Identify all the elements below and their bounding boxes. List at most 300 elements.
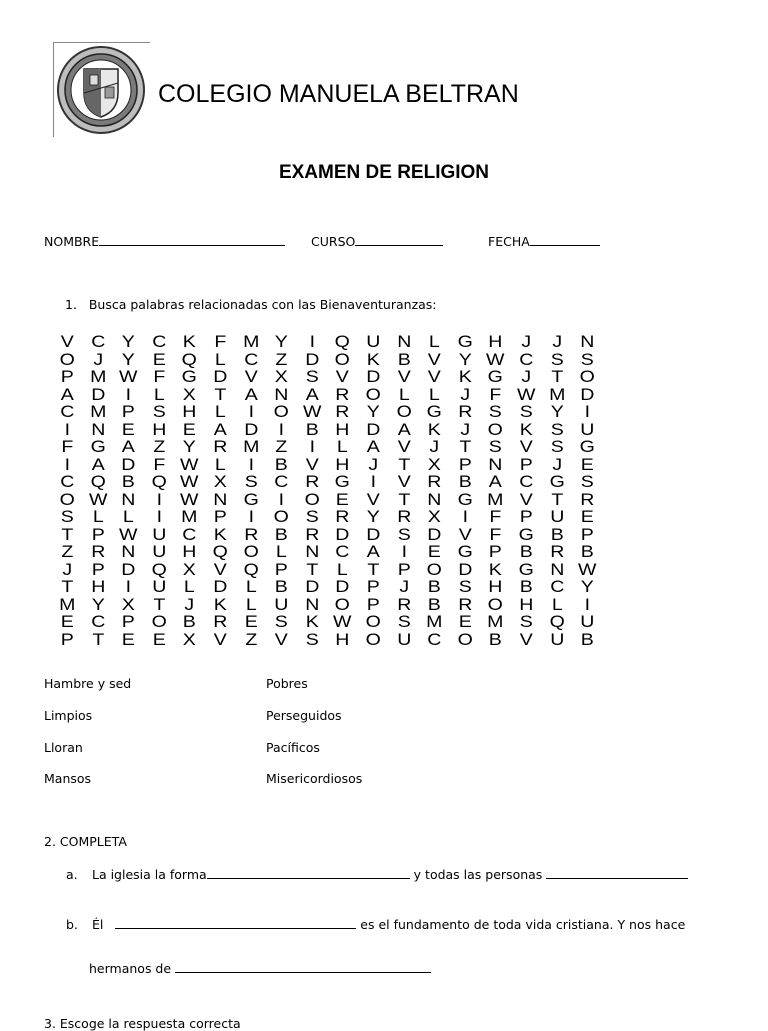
word-search-letter[interactable]: U xyxy=(549,629,564,649)
answer-blank-2a-2[interactable] xyxy=(546,867,688,879)
word-search-letter[interactable]: P xyxy=(121,402,136,421)
word-search-letter[interactable]: Z xyxy=(275,437,288,456)
word-search-letter[interactable]: G xyxy=(457,489,473,509)
word-search-letter[interactable]: V xyxy=(305,454,319,474)
word-search-letter[interactable]: V xyxy=(244,367,258,386)
word-search-letter[interactable]: E xyxy=(580,454,594,474)
word-search-letter[interactable]: G xyxy=(457,332,473,351)
word-search-letter[interactable]: J xyxy=(368,454,379,474)
word-search-letter[interactable]: Z xyxy=(153,437,166,456)
word-search-letter[interactable]: V xyxy=(366,489,380,509)
word-search-letter[interactable]: Q xyxy=(243,559,259,579)
word-search-letter[interactable]: O xyxy=(243,542,259,561)
word-search-letter[interactable]: P xyxy=(121,612,136,631)
word-search-letter[interactable]: U xyxy=(580,419,595,439)
word-search-letter[interactable]: S xyxy=(397,524,411,544)
word-search-letter[interactable]: K xyxy=(305,612,319,631)
word-search-letter[interactable]: X xyxy=(183,629,197,649)
word-search-letter[interactable]: M xyxy=(181,507,198,526)
word-search-letter[interactable]: A xyxy=(397,419,411,439)
word-search-letter[interactable]: W xyxy=(180,472,199,491)
word-search-letter[interactable]: B xyxy=(519,542,533,561)
word-search-letter[interactable]: D xyxy=(366,419,381,439)
word-search-letter[interactable]: J xyxy=(93,349,103,369)
word-search-letter[interactable]: V xyxy=(60,332,74,351)
word-search-letter[interactable]: H xyxy=(488,577,503,596)
word-search-letter[interactable]: D xyxy=(213,367,228,386)
word-search-letter[interactable]: S xyxy=(305,629,319,649)
word-search-letter[interactable]: F xyxy=(61,437,74,456)
word-search-letter[interactable]: O xyxy=(457,629,473,649)
word-search-letter[interactable]: B xyxy=(274,454,288,474)
word-search-letter[interactable]: Y xyxy=(366,507,380,526)
word-search-letter[interactable]: I xyxy=(248,507,254,526)
word-search-letter[interactable]: W xyxy=(88,489,108,509)
word-search-letter[interactable]: B xyxy=(397,349,411,369)
word-search-letter[interactable]: H xyxy=(335,629,350,649)
word-search-letter[interactable]: D xyxy=(121,454,136,474)
word-search-letter[interactable]: C xyxy=(427,629,442,649)
word-search-letter[interactable]: O xyxy=(426,559,443,579)
word-search-letter[interactable]: C xyxy=(519,472,534,491)
word-search-letter[interactable]: D xyxy=(121,559,136,579)
word-search-letter[interactable]: X xyxy=(274,367,288,386)
word-search-letter[interactable]: Y xyxy=(580,577,594,596)
word-search-letter[interactable]: J xyxy=(521,367,532,386)
word-search-letter[interactable]: E xyxy=(152,629,166,649)
word-search-letter[interactable]: O xyxy=(273,402,290,421)
word-search-letter[interactable]: C xyxy=(90,612,105,631)
word-search-letter[interactable]: V xyxy=(397,437,411,456)
word-search-letter[interactable]: A xyxy=(305,384,319,404)
word-search-letter[interactable]: O xyxy=(396,402,412,421)
word-search-letter[interactable]: Q xyxy=(151,472,167,491)
word-search-letter[interactable]: O xyxy=(365,384,381,404)
word-search-letter[interactable]: B xyxy=(183,612,197,631)
word-search-letter[interactable]: V xyxy=(274,629,288,649)
word-search-letter[interactable]: K xyxy=(519,419,533,439)
word-search-letter[interactable]: R xyxy=(304,472,320,491)
word-search-letter[interactable]: D xyxy=(366,367,381,386)
word-search-letter[interactable]: Q xyxy=(90,472,106,491)
word-search-letter[interactable]: E xyxy=(183,419,197,439)
word-search-letter[interactable]: W xyxy=(302,402,322,421)
word-search-letter[interactable]: D xyxy=(335,577,350,596)
word-search-letter[interactable]: O xyxy=(335,594,351,614)
word-search-letter[interactable]: S xyxy=(244,472,258,491)
word-search-letter[interactable]: P xyxy=(91,524,105,544)
word-search-letter[interactable]: L xyxy=(92,507,104,526)
word-search-letter[interactable]: V xyxy=(213,559,227,579)
word-search-letter[interactable]: C xyxy=(60,472,75,491)
word-search-letter[interactable]: A xyxy=(121,437,136,456)
word-search-letter[interactable]: S xyxy=(397,612,411,631)
course-field[interactable] xyxy=(311,234,443,249)
word-search-letter[interactable]: E xyxy=(580,507,594,526)
word-search-letter[interactable]: F xyxy=(153,367,166,386)
word-search-letter[interactable]: S xyxy=(489,402,503,421)
word-search-letter[interactable]: T xyxy=(397,489,410,509)
word-search-letter[interactable]: Z xyxy=(275,349,288,369)
word-search-letter[interactable]: F xyxy=(153,454,166,474)
word-search-letter[interactable]: S xyxy=(519,612,533,631)
word-search-letter[interactable]: Y xyxy=(458,349,472,369)
word-search-letter[interactable]: N xyxy=(304,542,320,561)
word-search-letter[interactable]: P xyxy=(458,454,472,474)
word-search-letter[interactable]: B xyxy=(121,472,136,491)
word-search-letter[interactable]: V xyxy=(519,489,533,509)
word-search-letter[interactable]: T xyxy=(459,437,471,456)
word-search-letter[interactable]: S xyxy=(580,472,594,491)
word-search-letter[interactable]: F xyxy=(489,384,502,404)
word-search-letter[interactable]: N xyxy=(396,332,411,351)
word-search-letter[interactable]: B xyxy=(427,577,441,596)
word-search-letter[interactable]: N xyxy=(304,594,320,614)
word-search-letter[interactable]: I xyxy=(401,542,407,561)
word-search-letter[interactable]: I xyxy=(370,472,376,491)
word-search-letter[interactable]: I xyxy=(125,384,132,404)
word-search-letter[interactable]: S xyxy=(60,507,74,526)
word-search-letter[interactable]: R xyxy=(427,472,442,491)
word-search-letter[interactable]: B xyxy=(550,524,564,544)
word-search-letter[interactable]: J xyxy=(521,332,532,351)
word-search-letter[interactable]: G xyxy=(487,367,504,386)
word-search-letter[interactable]: I xyxy=(584,402,591,421)
word-search-letter[interactable]: P xyxy=(366,577,380,596)
word-search-letter[interactable]: R xyxy=(243,524,258,544)
word-search-letter[interactable]: D xyxy=(457,559,473,579)
word-search-letter[interactable]: Y xyxy=(121,332,136,351)
word-search-letter[interactable]: C xyxy=(549,577,564,596)
word-search-letter[interactable]: P xyxy=(580,524,594,544)
word-search-letter[interactable]: M xyxy=(59,594,76,614)
word-search-letter[interactable]: X xyxy=(121,594,136,614)
word-search-letter[interactable]: M xyxy=(487,489,504,509)
word-search-letter[interactable]: G xyxy=(518,559,534,579)
date-field[interactable] xyxy=(488,234,600,249)
word-search-letter[interactable]: U xyxy=(274,594,289,614)
word-search-letter[interactable]: P xyxy=(60,367,74,386)
word-search-letter[interactable]: I xyxy=(156,507,162,526)
word-search-letter[interactable]: B xyxy=(274,577,288,596)
word-search-letter[interactable]: S xyxy=(550,437,564,456)
word-search-letter[interactable]: N xyxy=(121,542,136,561)
word-search-letter[interactable]: A xyxy=(366,437,380,456)
word-search-letter[interactable]: A xyxy=(91,454,105,474)
word-search-letter[interactable]: P xyxy=(91,559,105,579)
word-search-letter[interactable]: N xyxy=(580,332,595,351)
word-search-letter[interactable]: R xyxy=(213,612,228,631)
word-search-letter[interactable]: I xyxy=(125,577,132,596)
word-search-letter[interactable]: L xyxy=(184,577,196,596)
word-search-letter[interactable]: I xyxy=(309,332,315,351)
word-search-letter[interactable]: Q xyxy=(335,332,351,351)
word-search-letter[interactable]: D xyxy=(427,524,442,544)
word-search-letter[interactable]: E xyxy=(244,612,258,631)
word-search-letter[interactable]: D xyxy=(580,384,595,404)
word-search-letter[interactable]: B xyxy=(489,629,503,649)
word-search-letter[interactable]: K xyxy=(366,349,380,369)
word-search-letter[interactable]: E xyxy=(121,629,136,649)
word-search-letter[interactable]: R xyxy=(457,402,473,421)
word-search-letter[interactable]: I xyxy=(248,454,254,474)
word-search-letter[interactable]: C xyxy=(152,332,167,351)
word-search-letter[interactable]: T xyxy=(61,577,74,596)
word-search-letter[interactable]: U xyxy=(396,629,411,649)
word-search-letter[interactable]: U xyxy=(366,332,381,351)
word-search-letter[interactable]: N xyxy=(488,454,503,474)
word-search-letter[interactable]: V xyxy=(397,472,411,491)
word-search-letter[interactable]: D xyxy=(90,384,105,404)
word-search-letter[interactable]: A xyxy=(244,384,258,404)
word-search-letter[interactable]: D xyxy=(366,524,381,544)
word-search-letter[interactable]: O xyxy=(59,349,75,369)
word-search-letter[interactable]: R xyxy=(549,542,564,561)
word-search-letter[interactable]: C xyxy=(243,349,258,369)
word-search-letter[interactable]: V xyxy=(458,524,472,544)
word-search-letter[interactable]: K xyxy=(213,594,227,614)
word-search-letter[interactable]: G xyxy=(457,542,473,561)
word-search-letter[interactable]: I xyxy=(64,454,71,474)
word-search-letter[interactable]: B xyxy=(427,594,441,614)
word-search-letter[interactable]: Y xyxy=(550,402,564,421)
word-search-letter[interactable]: T xyxy=(550,489,563,509)
word-search-letter[interactable]: Y xyxy=(274,332,288,351)
word-search-letter[interactable]: G xyxy=(335,472,351,491)
word-search-letter[interactable]: H xyxy=(519,594,534,614)
word-search-letter[interactable]: L xyxy=(276,542,287,561)
word-search-letter[interactable]: D xyxy=(304,577,320,596)
word-search-letter[interactable]: C xyxy=(182,524,197,544)
word-search-letter[interactable]: W xyxy=(333,612,352,631)
word-search-letter[interactable]: G xyxy=(579,437,595,456)
word-search-letter[interactable]: T xyxy=(367,559,380,579)
word-search-letter[interactable]: I xyxy=(278,419,285,439)
word-search-letter[interactable]: Q xyxy=(549,612,565,631)
word-search-letter[interactable]: K xyxy=(427,419,441,439)
word-search-letter[interactable]: M xyxy=(426,612,443,631)
word-search-letter[interactable]: P xyxy=(366,594,380,614)
word-search-letter[interactable]: W xyxy=(180,454,199,474)
word-search-letter[interactable]: G xyxy=(518,524,534,544)
word-search-letter[interactable]: X xyxy=(183,559,197,579)
word-search-letter[interactable]: N xyxy=(427,489,442,509)
word-search-letter[interactable]: O xyxy=(487,419,504,439)
word-search-letter[interactable]: U xyxy=(549,507,564,526)
word-search-letter[interactable]: E xyxy=(458,612,472,631)
word-search-letter[interactable]: N xyxy=(90,419,105,439)
word-search-letter[interactable]: U xyxy=(152,524,167,544)
word-search-letter[interactable]: Y xyxy=(121,349,136,369)
word-search-letter[interactable]: H xyxy=(335,454,350,474)
word-search-letter[interactable]: N xyxy=(121,489,136,509)
word-search-letter[interactable]: V xyxy=(427,367,441,386)
word-search-letter[interactable]: Z xyxy=(61,542,74,561)
word-search-letter[interactable]: C xyxy=(90,332,105,351)
word-search-letter[interactable]: R xyxy=(335,402,350,421)
word-search-letter[interactable]: Q xyxy=(151,559,167,579)
word-search-letter[interactable]: G xyxy=(243,489,259,509)
word-search-letter[interactable]: N xyxy=(274,384,289,404)
word-search-letter[interactable]: V xyxy=(519,629,533,649)
word-search-letter[interactable]: J xyxy=(551,454,562,474)
word-search-letter[interactable]: W xyxy=(516,384,536,404)
word-search-letter[interactable]: R xyxy=(335,384,350,404)
word-search-letter[interactable]: J xyxy=(551,332,562,351)
word-search-letter[interactable]: C xyxy=(60,402,75,421)
word-search-letter[interactable]: T xyxy=(550,367,563,386)
word-search-letter[interactable]: S xyxy=(305,507,319,526)
word-search-letter[interactable]: F xyxy=(489,524,502,544)
answer-blank-2b-1[interactable] xyxy=(115,917,356,929)
word-search-letter[interactable]: S xyxy=(489,437,503,456)
word-search-letter[interactable]: A xyxy=(60,384,74,404)
word-search-letter[interactable]: X xyxy=(427,507,441,526)
word-search-letter[interactable]: S xyxy=(274,612,288,631)
word-search-letter[interactable]: J xyxy=(184,594,195,614)
word-search-letter[interactable]: P xyxy=(489,542,503,561)
word-search-letter[interactable]: T xyxy=(397,454,410,474)
word-search-letter[interactable]: S xyxy=(458,577,472,596)
word-search-letter[interactable]: G xyxy=(426,402,443,421)
word-search-letter[interactable]: O xyxy=(365,629,381,649)
word-search-letter[interactable]: R xyxy=(90,542,105,561)
word-search-letter[interactable]: C xyxy=(274,472,289,491)
word-search-letter[interactable]: W xyxy=(486,349,505,369)
word-search-letter[interactable]: L xyxy=(245,594,257,614)
word-search-letter[interactable]: D xyxy=(335,524,350,544)
word-search-letter[interactable]: R xyxy=(580,489,595,509)
word-search-letter[interactable]: C xyxy=(335,542,350,561)
word-search-letter[interactable]: J xyxy=(62,559,73,579)
word-search-letter[interactable]: U xyxy=(152,577,167,596)
word-search-letter[interactable]: L xyxy=(123,507,134,526)
word-search-letter[interactable]: R xyxy=(335,507,350,526)
word-search-letter[interactable]: K xyxy=(213,524,227,544)
name-field[interactable] xyxy=(44,234,285,249)
word-search-letter[interactable]: P xyxy=(397,559,411,579)
word-search-letter[interactable]: Y xyxy=(91,594,105,614)
word-search-letter[interactable]: T xyxy=(306,559,319,579)
word-search-letter[interactable]: M xyxy=(548,384,565,404)
word-search-letter[interactable]: G xyxy=(182,367,198,386)
word-search-letter[interactable]: B xyxy=(580,629,594,649)
word-search-letter[interactable]: N xyxy=(549,559,564,579)
word-search-letter[interactable]: V xyxy=(213,629,227,649)
word-search-letter[interactable]: I xyxy=(462,507,468,526)
word-search-letter[interactable]: E xyxy=(152,349,166,369)
word-search-letter[interactable]: N xyxy=(213,489,228,509)
word-search-letter[interactable]: I xyxy=(309,437,315,456)
word-search-letter[interactable]: H xyxy=(90,577,105,596)
word-search-letter[interactable]: L xyxy=(551,594,563,614)
word-search-letter[interactable]: L xyxy=(337,437,349,456)
word-search-letter[interactable]: J xyxy=(460,419,470,439)
word-search-letter[interactable]: B xyxy=(458,472,472,491)
word-search-letter[interactable]: M xyxy=(242,332,259,351)
word-search-letter[interactable]: I xyxy=(156,489,162,509)
word-search-letter[interactable]: J xyxy=(429,437,440,456)
word-search-letter[interactable]: X xyxy=(183,384,197,404)
word-search-letter[interactable]: O xyxy=(579,367,595,386)
word-search-letter[interactable]: B xyxy=(305,419,319,439)
word-search-letter[interactable]: T xyxy=(153,594,166,614)
word-search-letter[interactable]: U xyxy=(580,612,595,631)
word-search-letter[interactable]: I xyxy=(64,419,71,439)
word-search-letter[interactable]: L xyxy=(214,349,226,369)
word-search-letter[interactable]: L xyxy=(214,454,226,474)
word-search-letter[interactable]: M xyxy=(89,402,107,421)
word-search-letter[interactable]: B xyxy=(274,524,288,544)
word-search-letter[interactable]: H xyxy=(182,542,197,561)
word-search-letter[interactable]: Q xyxy=(212,542,228,561)
word-search-letter[interactable]: V xyxy=(427,349,441,369)
word-search-letter[interactable]: S xyxy=(305,367,319,386)
word-search-letter[interactable]: E xyxy=(427,542,441,561)
word-search-letter[interactable]: P xyxy=(60,629,74,649)
word-search-letter[interactable]: L xyxy=(153,384,165,404)
word-search-letter[interactable]: L xyxy=(428,384,440,404)
word-search-letter[interactable]: P xyxy=(274,559,288,579)
word-search-letter[interactable]: Q xyxy=(182,349,198,369)
answer-blank-2a-1[interactable] xyxy=(207,867,410,879)
word-search-letter[interactable]: P xyxy=(213,507,227,526)
word-search-letter[interactable]: O xyxy=(487,594,504,614)
word-search-letter[interactable]: S xyxy=(519,402,533,421)
word-search-letter[interactable]: V xyxy=(336,367,350,386)
word-search-letter[interactable]: K xyxy=(489,559,503,579)
word-search-letter[interactable]: L xyxy=(337,559,349,579)
word-search-letter[interactable]: V xyxy=(519,437,533,456)
word-search-letter[interactable]: B xyxy=(519,577,533,596)
word-search-letter[interactable]: B xyxy=(580,542,594,561)
word-search-letter[interactable]: D xyxy=(243,419,258,439)
word-search-letter[interactable]: K xyxy=(183,332,197,351)
word-search-letter[interactable]: T xyxy=(214,384,227,404)
word-search-letter[interactable]: R xyxy=(396,507,411,526)
word-search-letter[interactable]: O xyxy=(365,612,381,631)
word-search-letter[interactable]: J xyxy=(398,577,409,596)
answer-blank-2b-2[interactable] xyxy=(175,961,431,973)
word-search-letter[interactable]: O xyxy=(304,489,320,509)
word-search-letter[interactable]: E xyxy=(60,612,74,631)
word-search-letter[interactable]: S xyxy=(152,402,166,421)
word-search-letter[interactable]: I xyxy=(248,402,254,421)
word-search-letter[interactable]: A xyxy=(366,542,380,561)
word-search-letter[interactable]: Y xyxy=(183,437,197,456)
word-search-letter[interactable]: J xyxy=(460,384,470,404)
word-search-letter[interactable]: L xyxy=(428,332,440,351)
word-search-letter[interactable]: W xyxy=(180,489,199,509)
word-search-letter[interactable]: R xyxy=(304,524,320,544)
word-search-letter[interactable]: L xyxy=(245,577,257,596)
word-search-letter[interactable]: H xyxy=(335,419,350,439)
word-search-letter[interactable]: S xyxy=(580,349,594,369)
word-search-letter[interactable]: O xyxy=(335,349,351,369)
word-search-letter[interactable]: S xyxy=(550,419,564,439)
word-search-letter[interactable]: O xyxy=(273,507,290,526)
word-search-letter[interactable]: T xyxy=(91,629,104,649)
word-search-letter[interactable]: I xyxy=(278,489,285,509)
word-search-letter[interactable]: P xyxy=(519,454,533,474)
word-search-letter[interactable]: A xyxy=(489,472,503,491)
word-search-letter[interactable]: M xyxy=(242,437,259,456)
word-search-letter[interactable]: G xyxy=(549,472,565,491)
word-search-letter[interactable]: D xyxy=(304,349,320,369)
word-search-letter[interactable]: F xyxy=(214,332,227,351)
word-search-letter[interactable]: H xyxy=(488,332,503,351)
word-search-letter[interactable]: W xyxy=(119,524,138,544)
